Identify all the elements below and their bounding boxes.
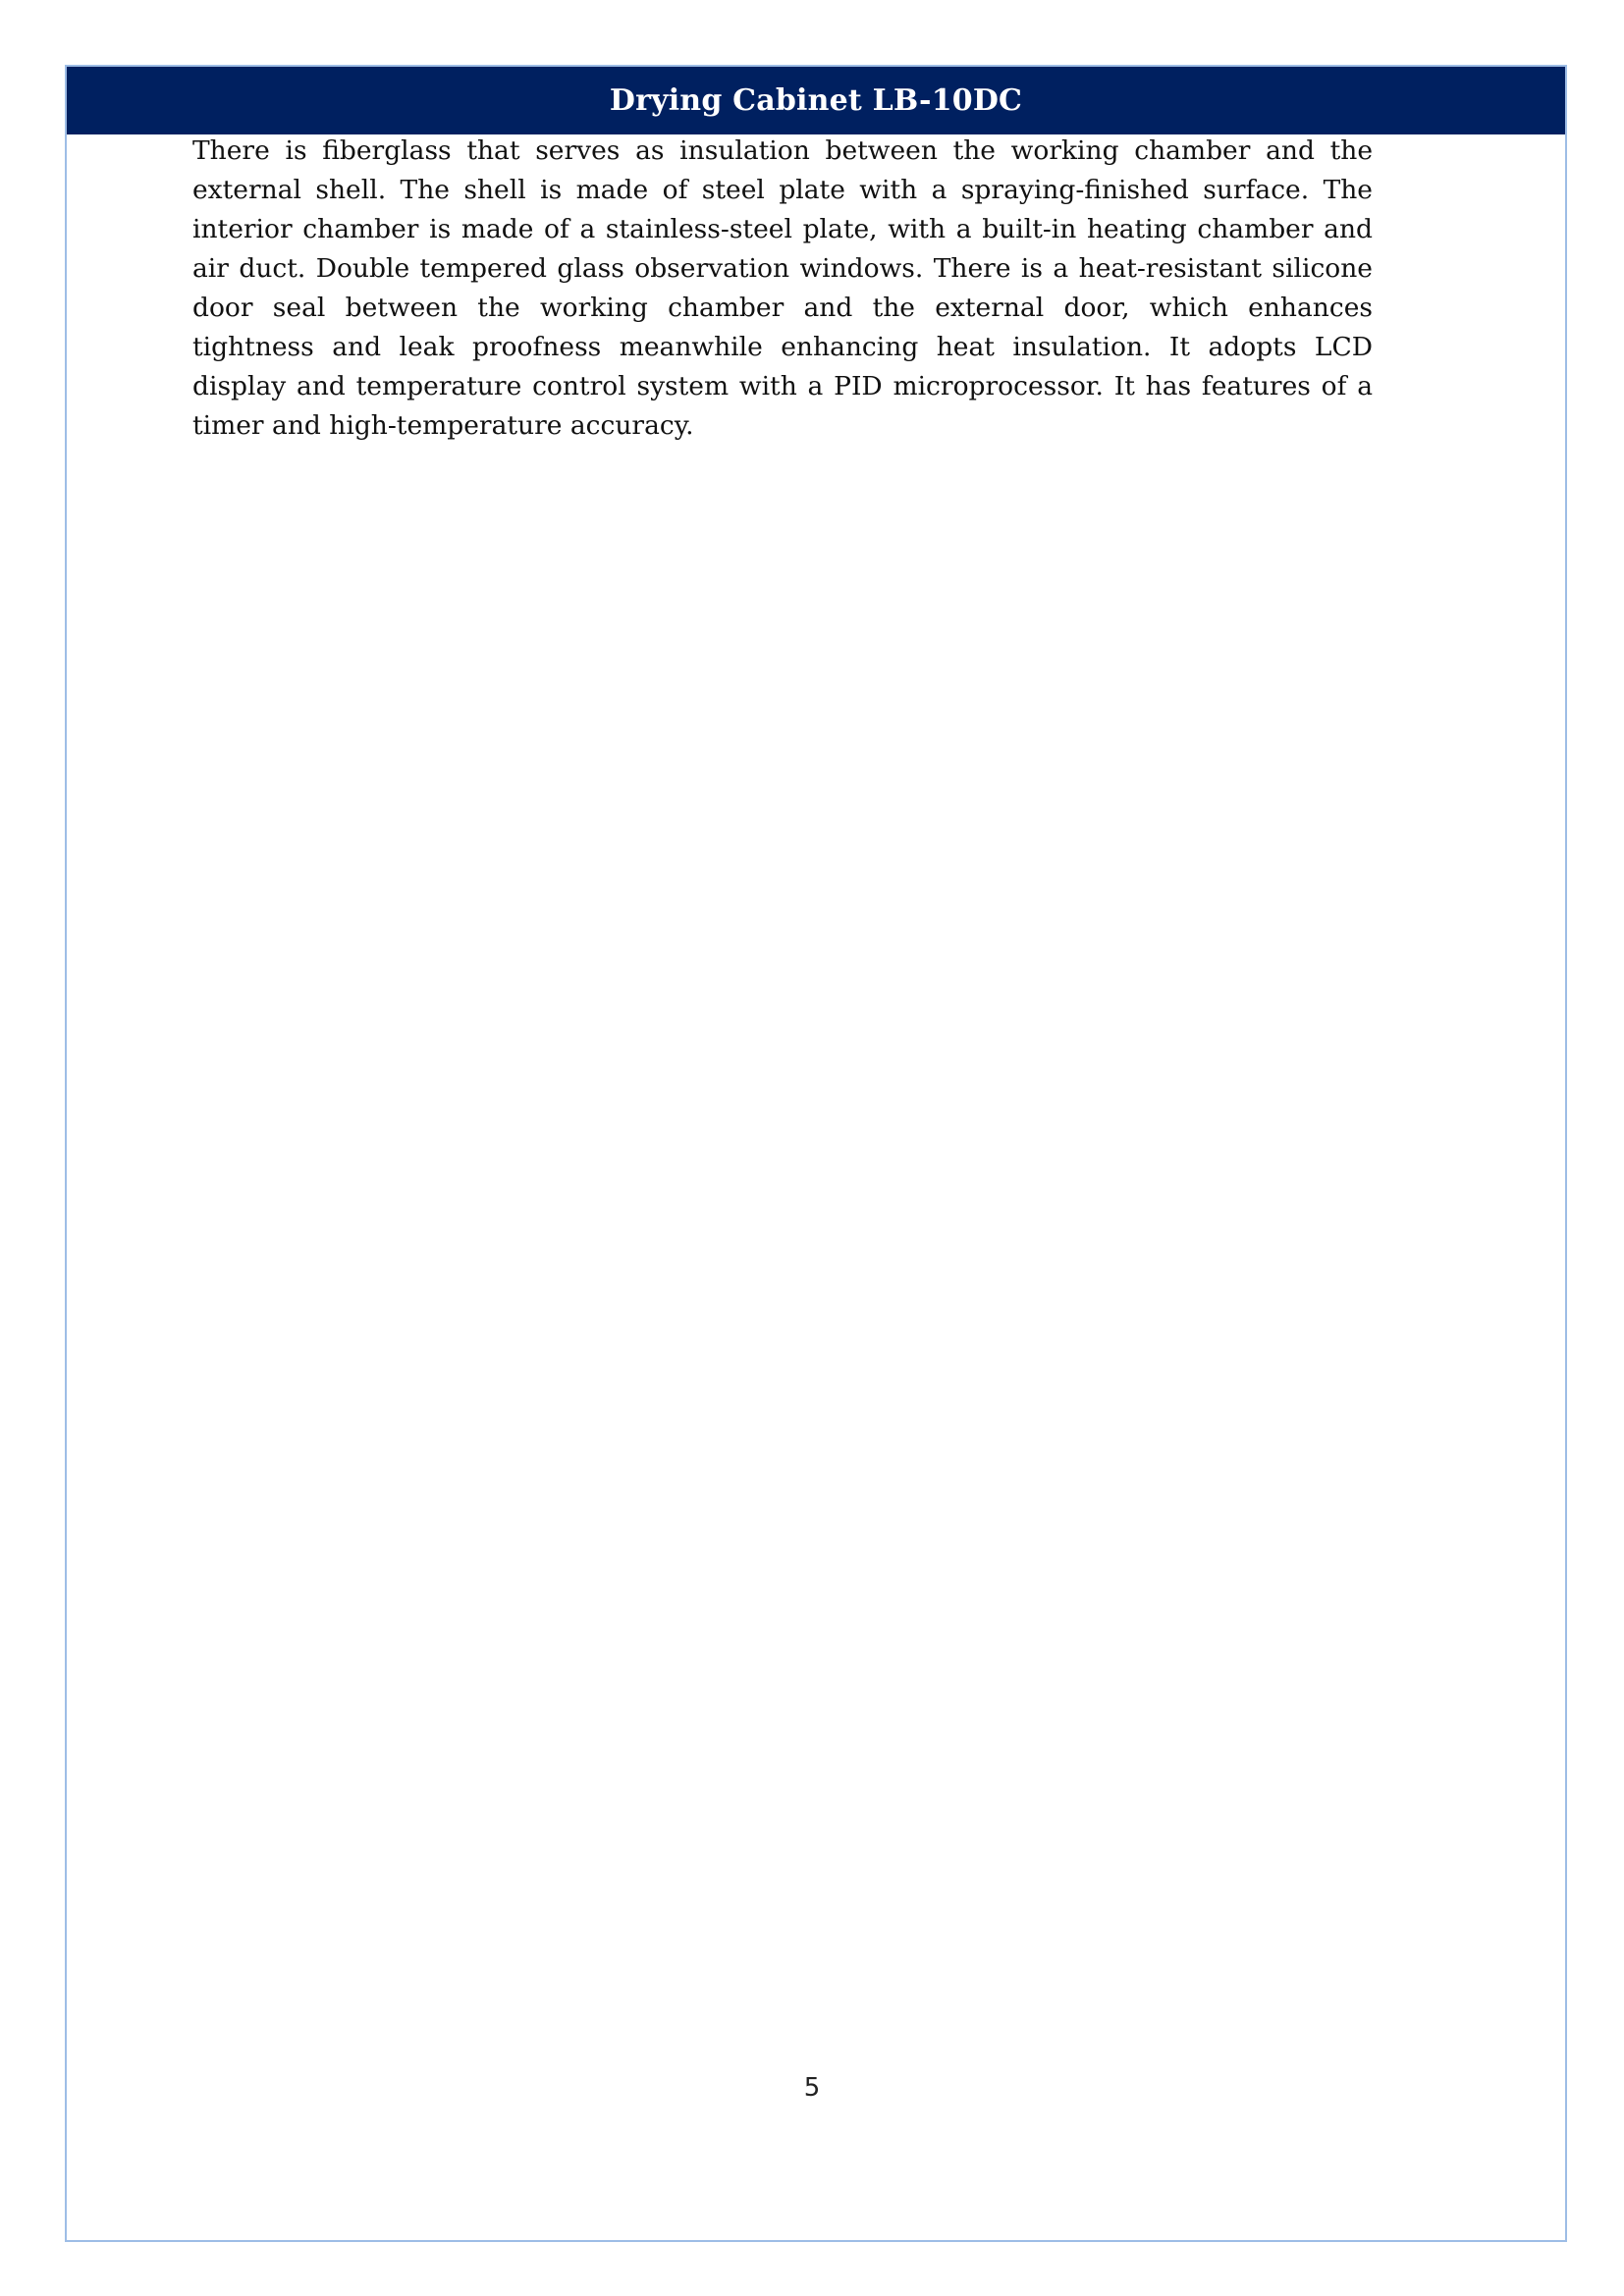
body-paragraph: There is fiberglass that serves as insulation between the working chamber and the external shell. The shell is made of steel plate with a spraying-finished surface. The interior chamber is made of a stainless-steel plate, with a built-in heating chamber and air duct. Double tempered glass observation windows. There is a heat-resistant silicone door seal between the working chamber and the external door, which enhances tightness and leak proofness meanwhile enhancing heat insulation. It adopts LCD display and temperature control system with a PID microprocessor. It has features of a timer and high-temperature accuracy.: [192, 135, 1373, 441]
title-bar: [67, 67, 1565, 134]
page-number: 5: [803, 2073, 821, 2103]
page-title: Drying Cabinet LB-10DC: [609, 83, 1023, 118]
